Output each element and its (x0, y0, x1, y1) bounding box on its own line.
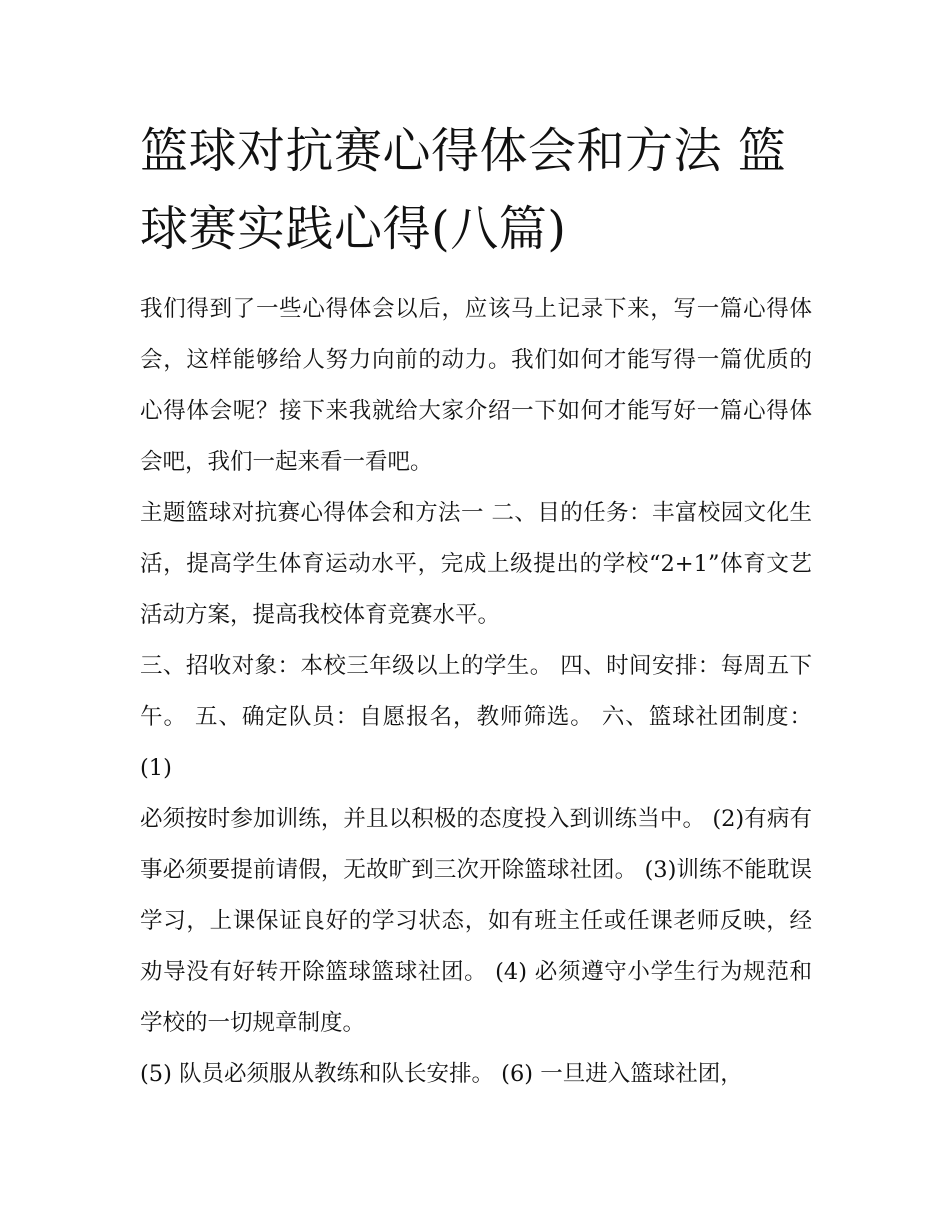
paragraph-rules-continued: (5) 队员必须服从教练和队长安排。 (6) 一旦进入篮球社团， (140, 1061, 743, 1087)
paragraph-schedule: 三、招收对象：本校三年级以上的学生。 四、时间安排：每周五下午。 五、确定队员：自愿报名，教师筛选。 六、篮球社团制度： (1) (140, 653, 812, 781)
paragraph-intro: 我们得到了一些心得体会以后，应该马上记录下来，写一篇心得体会，这样能够给人努力向前的动力。我们如何才能写得一篇优质的心得体会呢？接下来我就给大家介绍一下如何才能写好一篇心得体会吧，我们一起来看一看吧。 (140, 296, 812, 475)
paragraph-purpose: 主题篮球对抗赛心得体会和方法一 二、目的任务：丰富校园文化生活，提高学生体育运动水平，完成上级提出的学校“2+1”体育文艺活动方案，提高我校体育竞赛水平。 (140, 500, 812, 628)
document-page (140, 112, 820, 1100)
paragraph-rules: 必须按时参加训练，并且以积极的态度投入到训练当中。 (2)有病有事必须要提前请假，无故旷到三次开除篮球社团。 (3)训练不能耽误学习，上课保证良好的学习状态，如有班主任或任课老师反映，经劝导没有好转开除篮球篮球社团。 (4) 必须遵守小学生行为规范和学校的一切规章制度。 (140, 806, 812, 1036)
document-title: 篮球对抗赛心得体会和方法 篮球赛实践心得(八篇) (140, 123, 787, 257)
